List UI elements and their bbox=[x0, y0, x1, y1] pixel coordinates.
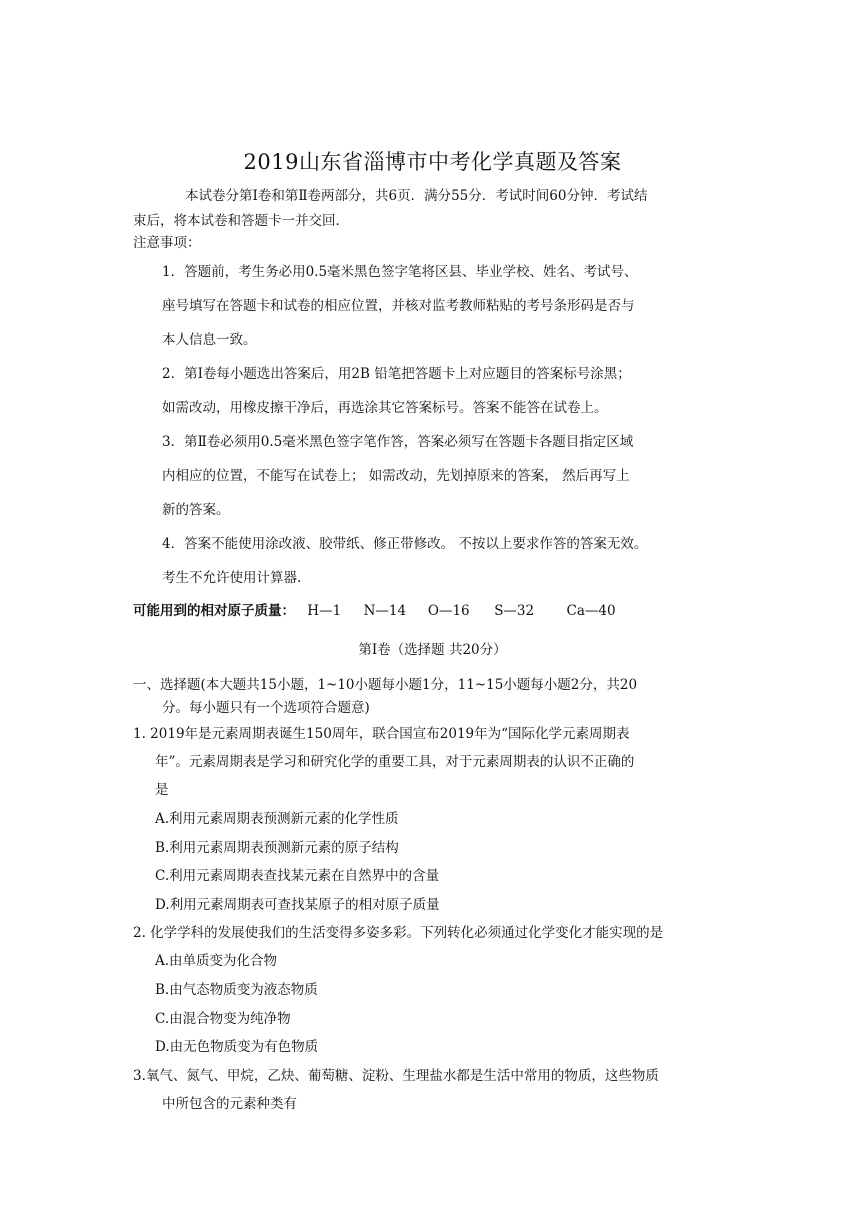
atomic-mass-item: S—32 bbox=[494, 603, 535, 619]
question-1-option: A.利用元素周期表预测新元素的化学性质 bbox=[155, 811, 399, 827]
intro-line-2: 束后，将本试卷和答题卡一并交回． bbox=[133, 213, 349, 229]
question-2-option: C.由混合物变为纯净物 bbox=[155, 1011, 291, 1027]
atomic-mass-item: N—14 bbox=[363, 603, 407, 619]
intro-line-1: 本试卷分第Ⅰ卷和第Ⅱ卷两部分，共6页．满分55分．考试时间60分钟．考试结 bbox=[185, 188, 648, 204]
notice-line: 新的答案。 bbox=[162, 502, 230, 518]
section-title: 第Ⅰ卷（选择题 共20分） bbox=[358, 642, 507, 658]
notice-line: 内相应的位置，不能写在试卷上； 如需改动，先划掉原来的答案， 然后再写上 bbox=[162, 468, 630, 484]
notice-line: 本人信息一致。 bbox=[162, 332, 257, 348]
atomic-mass-row bbox=[133, 601, 616, 621]
part-heading-line-1: 一、选择题(本大题共15小题，1~10小题每小题1分，11~15小题每小题2分，共20 bbox=[133, 677, 638, 693]
notice-line: 4．答案不能使用涂改液、胶带纸、修正带修改。 不按以上要求作答的答案无效。 bbox=[162, 536, 648, 552]
notice-heading: 注意事项： bbox=[133, 235, 201, 251]
page-title: 2019山东省淄博市中考化学真题及答案 bbox=[243, 150, 622, 174]
question-3-line-1: 3.氧气、氮气、甲烷，乙炔、葡萄糖、淀粉、生理盐水都是生活中常用的物质，这些物质 bbox=[133, 1068, 659, 1084]
part-heading-line-2: 分。每小题只有一个选项符合题意) bbox=[162, 700, 370, 716]
question-1-line-1: 1. 2019年是元素周期表诞生150周年，联合国宣布2019年为“国际化学元素周期表 bbox=[133, 726, 630, 742]
notice-line: 2．第Ⅰ卷每小题选出答案后，用2B 铅笔把答题卡上对应题目的答案标号涂黑； bbox=[162, 366, 631, 382]
atomic-mass-item: O—16 bbox=[427, 603, 470, 619]
question-1-option: D.利用元素周期表可查找某原子的相对原子质量 bbox=[155, 897, 440, 913]
question-3-line-2: 中所包含的元素种类有 bbox=[162, 1096, 297, 1112]
question-1-option: B.利用元素周期表预测新元素的原子结构 bbox=[155, 840, 399, 856]
notice-line: 考生不允许使用计算器. bbox=[162, 570, 302, 586]
atomic-mass-item: Ca—40 bbox=[566, 603, 616, 619]
question-1-line-3: 是 bbox=[155, 782, 169, 798]
notice-line: 如需改动，用橡皮擦干净后，再选涂其它答案标号。答案不能答在试卷上。 bbox=[162, 400, 608, 416]
question-2-option: B.由气态物质变为液态物质 bbox=[155, 982, 318, 998]
question-1-line-2: 年”。元素周期表是学习和研究化学的重要工具，对于元素周期表的认识不正确的 bbox=[155, 754, 635, 770]
question-2-option: A.由单质变为化合物 bbox=[155, 953, 278, 969]
question-1-option: C.利用元素周期表查找某元素在自然界中的含量 bbox=[155, 868, 440, 884]
notice-line: 1．答题前，考生务必用0.5毫米黑色签字笔将区县、毕业学校、姓名、考试号、 bbox=[162, 264, 638, 280]
atomic-mass-label: 可能用到的相对原子质量： bbox=[133, 603, 295, 619]
atomic-mass-item: H—1 bbox=[307, 603, 342, 619]
notice-line: 3．第Ⅱ卷必须用0.5毫米黑色签字笔作答，答案必须写在答题卡各题目指定区域 bbox=[162, 434, 634, 450]
question-2-line-1: 2. 化学学科的发展使我们的生活变得多姿多彩。下列转化必须通过化学变化才能实现的是 bbox=[133, 925, 664, 941]
notice-line: 座号填写在答题卡和试卷的相应位置，并核对监考教师粘贴的考号条形码是否与 bbox=[162, 298, 635, 314]
question-2-option: D.由无色物质变为有色物质 bbox=[155, 1039, 319, 1055]
